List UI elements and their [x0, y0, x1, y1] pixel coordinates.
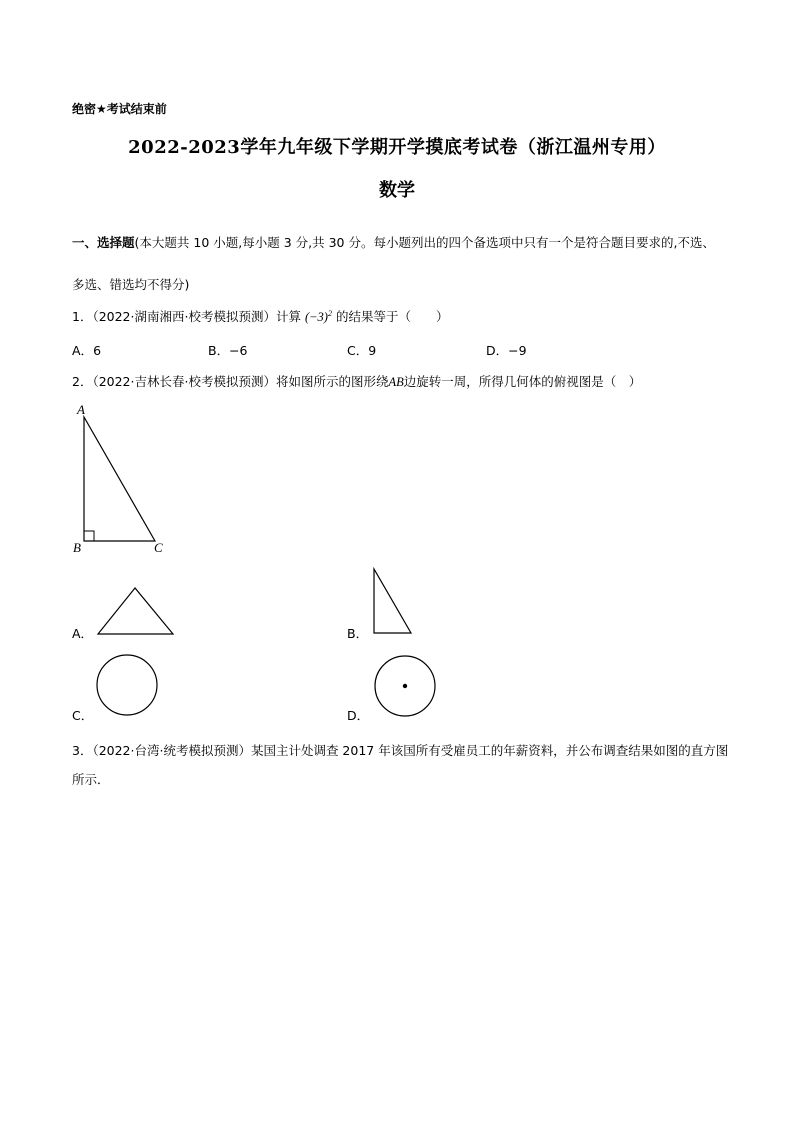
- section-description: (本大题共 10 小题,每小题 3 分,共 30 分。每小题列出的四个备选项中只有一个是符合题目要求的,不选、多选、错选均不得分): [72, 235, 715, 292]
- question-2-prefix: 2．（2022·吉林长春·校考模拟预测）将如图所示的图形绕: [72, 374, 389, 389]
- vertex-label-a: A: [77, 402, 85, 417]
- question-2-option-d-label: D．: [347, 708, 370, 723]
- question-1-option-a: A．6: [72, 343, 102, 358]
- question-1-expression: $(-3)^2$: [304, 309, 332, 325]
- question-1-suffix: 的结果等于（ ）: [335, 309, 449, 325]
- vertex-label-c: C: [154, 540, 163, 555]
- subject-title: 数学: [379, 180, 415, 201]
- question-1-option-b: B．−6: [208, 343, 248, 358]
- question-2-axis: AB: [388, 375, 404, 389]
- question-2-option-c-label: C．: [72, 708, 94, 723]
- secret-mark: 绝密★考试结束前: [72, 102, 167, 116]
- section-heading: 一、选择题: [72, 235, 135, 250]
- question-2-option-a-label: A．: [72, 626, 94, 641]
- question-2-suffix: 边旋转一周，所得几何体的俯视图是（ ）: [403, 374, 642, 389]
- question-1-option-c: C．9: [347, 343, 377, 358]
- question-2-option-b-label: B．: [347, 626, 369, 641]
- exam-title: 2022-2023学年九年级下学期开学摸底考试卷（浙江温州专用）: [128, 137, 666, 158]
- question-1-prefix: 1．（2022·湖南湘西·校考模拟预测）计算: [72, 309, 301, 325]
- vertex-label-b: B: [73, 540, 81, 555]
- question-3: 3．（2022·台湾·统考模拟预测）某国主计处调查 2017 年该国所有受雇员工的年薪资料，并公布调查结果如图的直方图所示．: [72, 743, 729, 787]
- question-1-option-d: D．−9: [486, 343, 527, 358]
